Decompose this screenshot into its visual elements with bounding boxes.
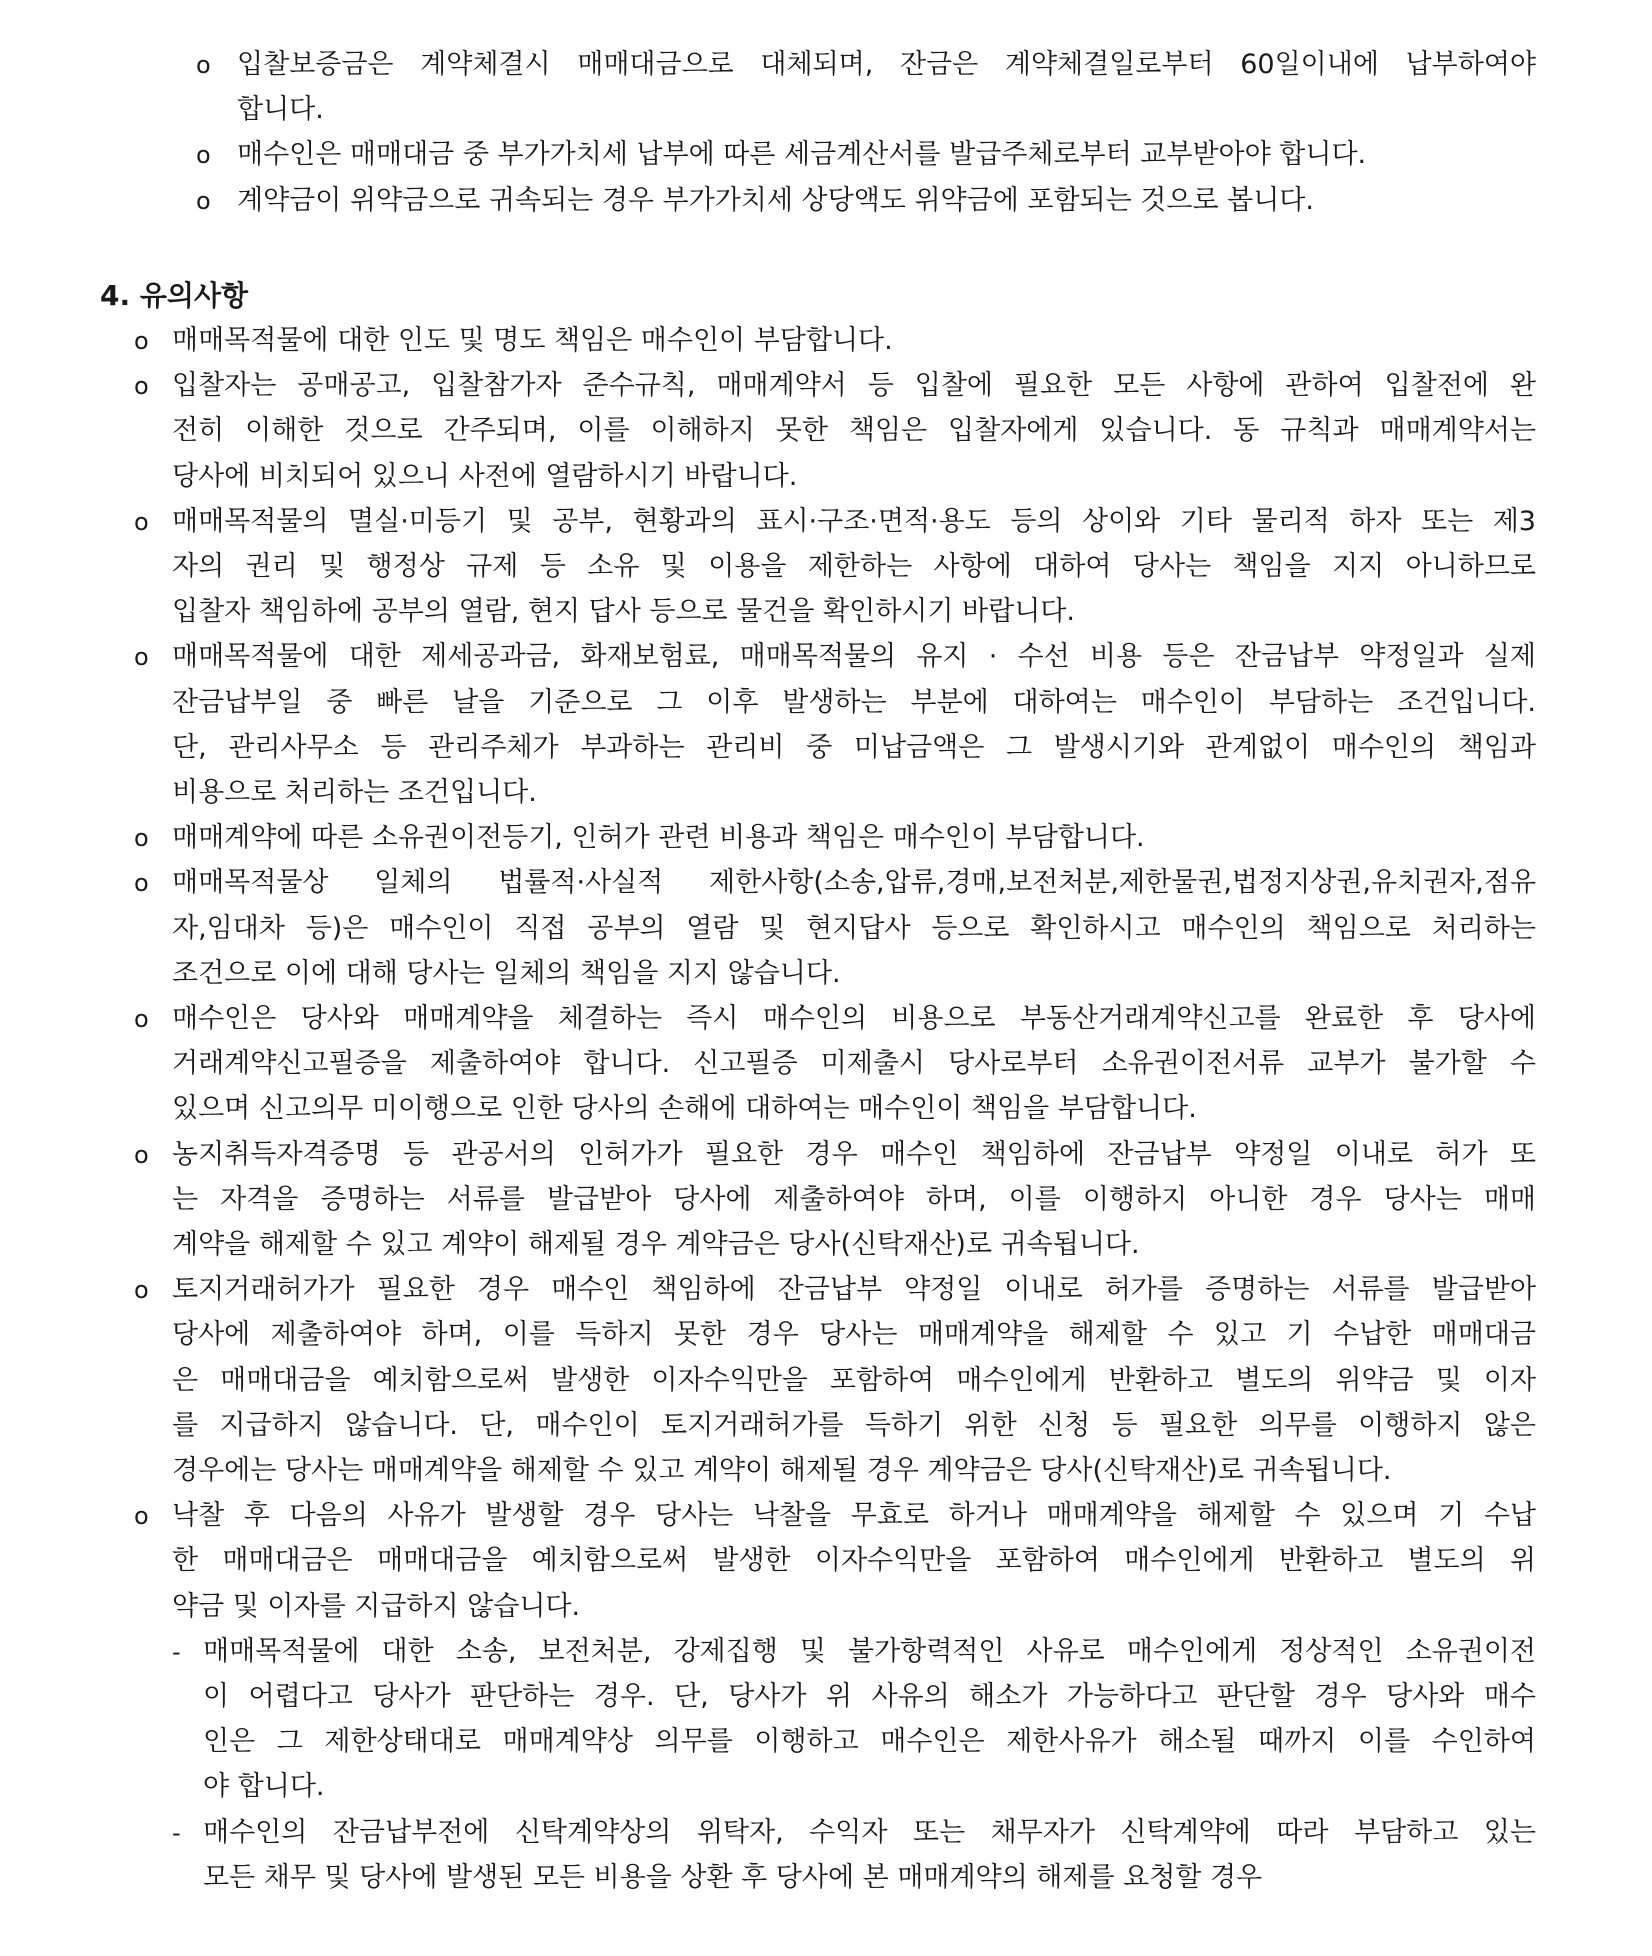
text-line: 은 매매대금을 예치함으로써 발생한 이자수익만을 포함하여 매수인에게 반환하고 별도의 위약금 및 이자 <box>172 1364 1536 1396</box>
text-line: 약금 및 이자를 지급하지 않습니다. <box>172 1590 581 1622</box>
text-line: 잔금납부일 중 빠른 날을 기준으로 그 이후 발생하는 부분에 대하여는 매수인이 부담하는 조건입니다. <box>172 686 1536 718</box>
text-line: 입찰자 책임하에 공부의 열람, 현지 답사 등으로 물건을 확인하시기 바랍니다. <box>172 596 1075 628</box>
text-line: 토지거래허가가 필요한 경우 매수인 책임하에 잔금납부 약정일 이내로 허가를 증명하는 서류를 발급받아 <box>172 1274 1536 1306</box>
bullet-marker: o <box>134 1276 149 1305</box>
text-line: 입찰자는 공매공고, 입찰참가자 준수규칙, 매매계약서 등 입찰에 필요한 모든 사항에 관하여 입찰전에 완 <box>172 370 1536 402</box>
bullet-marker: o <box>196 186 211 215</box>
text-line: 한 매매대금은 매매대금을 예치함으로써 발생한 이자수익만을 포함하여 매수인에게 반환하고 별도의 위 <box>172 1545 1536 1577</box>
text-line: 를 지급하지 않습니다. 단, 매수인이 토지거래허가를 득하기 위한 신청 등 필요한 의무를 이행하지 않은 <box>172 1409 1536 1441</box>
text-line: 합니다. <box>237 94 324 126</box>
text-line: 조건으로 이에 대해 당사는 일체의 책임을 지지 않습니다. <box>172 957 841 989</box>
text-line: 계약금이 위약금으로 귀속되는 경우 부가가치세 상당액도 위약금에 포함되는 것으로 봅니다. <box>237 184 1314 216</box>
text-line: 야 합니다. <box>203 1771 325 1803</box>
text-line: 는 자격을 증명하는 서류를 발급받아 당사에 제출하여야 하며, 이를 이행하지 아니한 경우 당사는 매매 <box>172 1183 1536 1215</box>
text-line: 낙찰 후 다음의 사유가 발생할 경우 당사는 낙찰을 무효로 하거나 매매계약을 해제할 수 있으며 기 수납 <box>172 1500 1536 1532</box>
text-line: 자의 권리 및 행정상 규제 등 소유 및 이용을 제한하는 사항에 대하여 당사는 책임을 지지 아니하므로 <box>172 551 1536 582</box>
text-line: 비용으로 처리하는 조건입니다. <box>172 777 537 808</box>
text-line: 당사에 제출하여야 하며, 이를 득하지 못한 경우 당사는 매매계약을 해제할 수 있고 기 수납한 매매대금 <box>172 1319 1536 1351</box>
text-line: 자,임대차 등)은 매수인이 직접 공부의 열람 및 현지답사 등으로 확인하시고 매수인의 책임으로 처리하는 <box>172 912 1536 944</box>
text-line: 농지취득자격증명 등 관공서의 인허가가 필요한 경우 매수인 책임하에 잔금납부 약정일 이내로 허가 또 <box>172 1138 1536 1170</box>
text-line: 단, 관리사무소 등 관리주체가 부과하는 관리비 중 미납금액은 그 발생시기와 관계없이 매수인의 책임과 <box>172 731 1536 763</box>
text-line: 거래계약신고필증을 제출하여야 합니다. 신고필증 미제출시 당사로부터 소유권이전서류 교부가 불가할 수 <box>172 1048 1536 1080</box>
text-line: 있으며 신고의무 미이행으로 인한 당사의 손해에 대하여는 매수인이 책임을 부담합니다. <box>172 1093 1197 1125</box>
text-line: 매매목적물상 일체의 법률적·사실적 제한사항(소송,압류,경매,보전처분,제한물권,법정지상권,유치권자,점유 <box>172 867 1536 899</box>
text-line: 매매목적물의 멸실·미등기 및 공부, 현황과의 표시·구조·면적·용도 등의 상이와 기타 물리적 하자 또는 제3 <box>172 505 1536 537</box>
text-line: 매매목적물에 대한 소송, 보전처분, 강제집행 및 불가항력적인 사유로 매수인에게 정상적인 소유권이전 <box>203 1635 1536 1667</box>
text-line: 입찰보증금은 계약체결시 매매대금으로 대체되며, 잔금은 계약체결일로부터 60일이내에 납부하여야 <box>237 49 1536 80</box>
text-line: 경우에는 당사는 매매계약을 해제할 수 있고 계약이 해제될 경우 계약금은 당사(신탁재산)로 귀속됩니다. <box>172 1455 1392 1486</box>
text-line: 계약을 해제할 수 있고 계약이 해제될 경우 계약금은 당사(신탁재산)로 귀속됩니다. <box>172 1229 1140 1260</box>
text-line: 매매계약에 따른 소유권이전등기, 인허가 관련 비용과 책임은 매수인이 부담합니다. <box>172 822 1145 854</box>
text-line: 매수인의 잔금납부전에 신탁계약상의 위탁자, 수익자 또는 채무자가 신탁계약에 따라 부담하고 있는 <box>203 1816 1536 1848</box>
bullet-marker: o <box>134 327 149 355</box>
dash-marker: - <box>172 1818 181 1847</box>
section-title: 4. 유의사항 <box>100 279 249 312</box>
bullet-marker: o <box>134 507 149 536</box>
dash-marker: - <box>172 1637 181 1666</box>
bullet-marker: o <box>134 869 149 898</box>
text-line: 매매목적물에 대한 인도 및 명도 책임은 매수인이 부담합니다. <box>172 325 893 356</box>
text-line: 이 어렵다고 당사가 판단하는 경우. 단, 당사가 위 사유의 해소가 가능하다고 판단할 경우 당사와 매수 <box>203 1681 1536 1712</box>
bullet-marker: o <box>134 1502 149 1531</box>
text-line: 당사에 비치되어 있으니 사전에 열람하시기 바랍니다. <box>172 460 798 492</box>
bullet-marker: o <box>134 1005 149 1033</box>
bullet-marker: o <box>134 1140 149 1169</box>
text-line: 모든 채무 및 당사에 발생된 모든 비용을 상환 후 당사에 본 매매계약의 해제를 요청할 경우 <box>203 1861 1263 1893</box>
bullet-marker: o <box>134 372 149 401</box>
text-line: 전히 이해한 것으로 간주되며, 이를 이해하지 못한 책임은 입찰자에게 있습니다. 동 규칙과 매매계약서는 <box>172 415 1536 447</box>
text-line: 인은 그 제한상태대로 매매계약상 의무를 이행하고 매수인은 제한사유가 해소될 때까지 이를 수인하여 <box>203 1726 1536 1758</box>
bullet-marker: o <box>134 824 149 853</box>
bullet-marker: o <box>196 141 211 170</box>
text-line: 매매목적물에 대한 제세공과금, 화재보험료, 매매목적물의 유지 · 수선 비용 등은 잔금납부 약정일과 실제 <box>172 641 1536 673</box>
text-line: 매수인은 당사와 매매계약을 체결하는 즉시 매수인의 비용으로 부동산거래계약신고를 완료한 후 당사에 <box>172 1003 1536 1034</box>
bullet-marker: o <box>196 51 211 79</box>
text-line: 매수인은 매매대금 중 부가가치세 납부에 따른 세금계산서를 발급주체로부터 교부받아야 합니다. <box>237 139 1367 171</box>
bullet-marker: o <box>134 643 149 672</box>
